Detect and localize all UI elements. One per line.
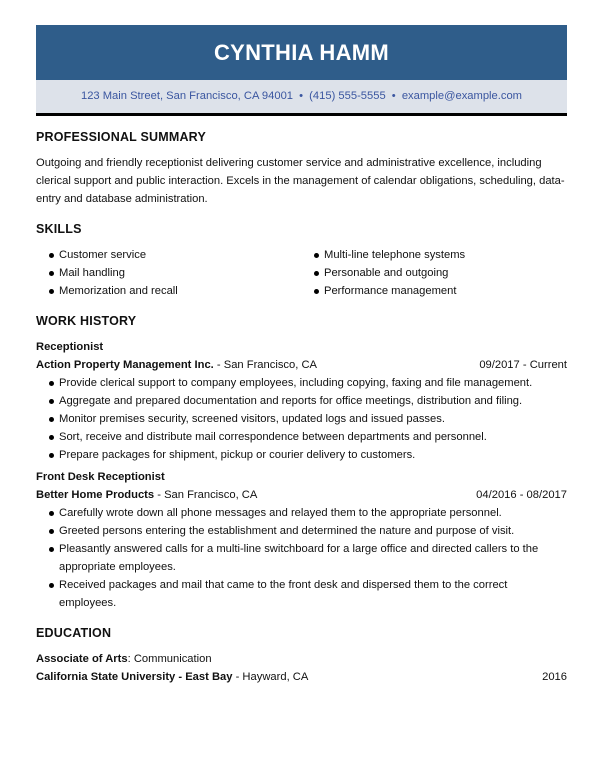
section-title: SKILLS bbox=[36, 222, 82, 236]
company-name: Better Home Products bbox=[36, 489, 155, 501]
summary-text: Outgoing and friendly receptionist delivering customer service and administrative excellence, including clerical support and public interaction. Excels in the management of calendar obligations, scheduling, data-entry and database administration. bbox=[36, 157, 565, 205]
job-duties bbox=[36, 374, 567, 464]
skills-right bbox=[301, 246, 566, 300]
skill-item: Performance management bbox=[301, 282, 566, 300]
duty-item: Prepare packages for shipment, pickup or courier delivery to customers. bbox=[36, 446, 567, 464]
job-entry bbox=[36, 338, 567, 464]
resume-body bbox=[36, 130, 567, 700]
duty-item: Aggregate and prepared documentation and reports for office meetings, distribution and filing. bbox=[36, 392, 567, 410]
resume-name: CYNTHIA HAMM bbox=[36, 25, 567, 80]
skill-item: Mail handling bbox=[36, 264, 301, 282]
duty-item: Greeted persons entering the establishment and determined the nature and purpose of visit. bbox=[36, 522, 567, 540]
degree-field: : Communication bbox=[127, 653, 212, 665]
education-section bbox=[36, 626, 567, 686]
graduation-year: 2016 bbox=[542, 671, 567, 683]
skills-section bbox=[36, 222, 567, 300]
section-title: EDUCATION bbox=[36, 626, 112, 640]
separator: • bbox=[299, 90, 304, 102]
skill-item: Customer service bbox=[36, 246, 301, 264]
skill-item: Memorization and recall bbox=[36, 282, 301, 300]
address: 123 Main Street, San Francisco, CA 94001 bbox=[80, 90, 294, 102]
job-dates: 04/2016 - 08/2017 bbox=[476, 489, 567, 501]
skill-item: Personable and outgoing bbox=[301, 264, 566, 282]
company-name: Action Property Management Inc. bbox=[36, 359, 214, 371]
job-company-line bbox=[36, 486, 567, 504]
school-line bbox=[36, 668, 567, 686]
summary-section bbox=[36, 130, 567, 208]
school-location: - Hayward, CA bbox=[232, 671, 309, 683]
skills-list bbox=[36, 246, 567, 300]
phone: (415) 555-5555 bbox=[309, 90, 386, 102]
job-location: - San Francisco, CA bbox=[154, 489, 258, 501]
work-history-section bbox=[36, 314, 567, 612]
section-title: WORK HISTORY bbox=[36, 314, 137, 328]
school-name: California State University - East Bay bbox=[36, 671, 233, 683]
duty-item: Provide clerical support to company employees, including copying, faxing and file management. bbox=[36, 374, 567, 392]
duty-item: Received packages and mail that came to the front desk and dispersed them to the correct employees. bbox=[36, 576, 567, 612]
skill-item: Multi-line telephone systems bbox=[301, 246, 566, 264]
job-company-line bbox=[36, 356, 567, 374]
job-title: Front Desk Receptionist bbox=[36, 471, 165, 483]
section-title: PROFESSIONAL SUMMARY bbox=[36, 130, 206, 144]
duty-item: Sort, receive and distribute mail correspondence between departments and personnel. bbox=[36, 428, 567, 446]
duty-item: Carefully wrote down all phone messages and relayed them to the appropriate personnel. bbox=[36, 504, 567, 522]
job-dates: 09/2017 - Current bbox=[479, 359, 567, 371]
separator: • bbox=[391, 90, 396, 102]
email: example@example.com bbox=[401, 90, 523, 102]
job-duties bbox=[36, 504, 567, 612]
duty-item: Monitor premises security, screened visitors, updated logs and issued passes. bbox=[36, 410, 567, 428]
job-title: Receptionist bbox=[36, 341, 104, 353]
contact-info bbox=[36, 80, 567, 113]
job-location: - San Francisco, CA bbox=[213, 359, 318, 371]
job-entry bbox=[36, 468, 567, 612]
skills-left bbox=[36, 246, 301, 300]
degree-line bbox=[36, 650, 567, 668]
header-divider bbox=[36, 113, 567, 116]
duty-item: Pleasantly answered calls for a multi-line switchboard for a large office and directed callers to the appropriate employees. bbox=[36, 540, 567, 576]
degree-name: Associate of Arts bbox=[36, 653, 128, 665]
